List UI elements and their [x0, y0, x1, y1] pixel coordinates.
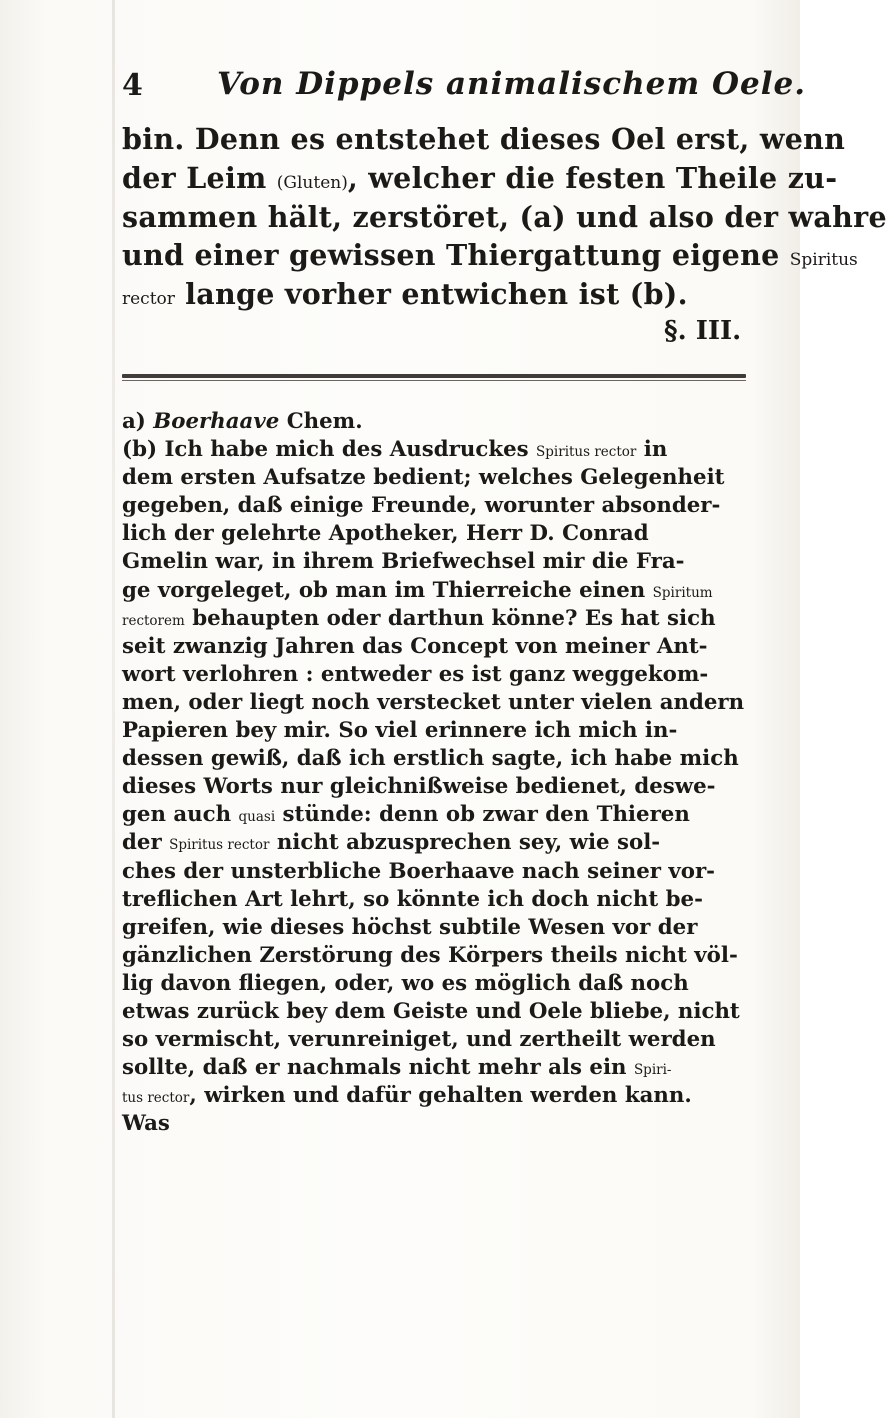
text-run: (b) Ich habe mich des Ausdruckes: [122, 437, 537, 463]
latin-term: rectorem: [122, 612, 185, 629]
footnote-line: [122, 436, 752, 464]
text-run: gen auch: [122, 802, 239, 828]
rule-thin-line: [122, 380, 746, 381]
running-head: [122, 64, 807, 108]
body-line: [122, 275, 752, 314]
latin-term: Spiritus rector: [536, 444, 637, 461]
text-run: lich der gelehrte Apotheker, Herr D. Conrad: [122, 521, 649, 547]
text-run: , wirken und dafür gehalten werden kann.: [189, 1083, 692, 1109]
text-run: lange vorher entwichen ist (b).: [174, 277, 688, 312]
text-run: gegeben, daß einige Freunde, worunter absonder-: [122, 493, 721, 519]
footnote-line: [122, 970, 752, 998]
footnote-line: [122, 548, 752, 576]
text-run: wort verlohren : entweder es ist ganz weggekom-: [122, 661, 709, 687]
text-run: ches der unsterbliche Boerhaave nach seiner vor-: [122, 858, 716, 884]
footnote-line: [122, 408, 752, 436]
main-paragraph: [122, 120, 887, 314]
footnote-line: [122, 998, 752, 1026]
latin-term: Spiritus rector: [169, 837, 270, 854]
body-line: [122, 236, 858, 275]
text-run: gänzlichen Zerstörung des Körpers theils nicht völ-: [122, 942, 738, 968]
footnote-line: [122, 492, 752, 520]
footnote-line: [122, 1082, 752, 1110]
text-run: Papieren bey mir. So viel erinnere ich mich in-: [122, 718, 678, 744]
body-line: [122, 198, 887, 237]
latin-term: (Gluten): [276, 172, 348, 193]
text-run: stünde: denn ob zwar den Thieren: [275, 802, 690, 828]
footnote-line: [122, 577, 752, 605]
text-run: etwas zurück bey dem Geiste und Oele bliebe, nicht: [122, 998, 740, 1024]
text-run: greifen, wie dieses höchst subtile Wesen vor der: [122, 914, 698, 940]
footnote-line: [122, 1110, 752, 1138]
text-run: Gmelin war, in ihrem Briefwechsel mir die Fra-: [122, 549, 685, 575]
text-run: ge vorgeleget, ob man im Thierreiche einen: [122, 577, 653, 603]
footnote-line: [122, 914, 752, 942]
footnote-line: [122, 717, 752, 745]
text-run: dem ersten Aufsatze bedient; welches Gelegenheit: [122, 465, 725, 491]
text-run: a): [122, 409, 154, 434]
text-run: sollte, daß er nachmals nicht mehr als ein: [122, 1055, 634, 1081]
text-run: sammen hält, zerstöret, (a) und also der wahre: [122, 199, 887, 234]
footnote-line: [122, 1026, 752, 1054]
footnote-line: [122, 773, 752, 801]
text-run: , welcher die festen Theile zu-: [347, 160, 838, 195]
latin-term: Spiritum: [652, 584, 713, 601]
rule-thick-line: [122, 374, 746, 378]
running-title: Von Dippels animalischem Oele.: [217, 66, 807, 102]
text-run: in: [636, 437, 668, 463]
italic-term: Boerhaave: [153, 409, 280, 434]
text-run: so vermischt, verunreiniget, und zertheilt werden: [122, 1027, 716, 1053]
footnote-line: [122, 745, 752, 773]
text-run: bin. Denn es entstehet dieses Oel erst, wenn: [122, 122, 846, 156]
text-run: Chem.: [279, 409, 363, 434]
text-run: dessen gewiß, daß ich erstlich sagte, ich habe mich: [122, 746, 739, 772]
text-run: behaupten oder darthun könne? Es hat sich: [184, 605, 716, 631]
text-run: lig davon fliegen, oder, wo es möglich daß noch: [122, 970, 689, 996]
section-heading: §. III.: [664, 316, 742, 346]
footnote-separator-rule: [122, 374, 746, 382]
latin-term: Spiri-: [633, 1062, 672, 1079]
text-run: nicht abzusprechen sey, wie sol-: [269, 830, 661, 856]
footnote-line: [122, 858, 752, 886]
footnote-line: [122, 942, 752, 970]
text-run: dieses Worts nur gleichnißweise bedienet, deswe-: [122, 774, 716, 800]
text-run: Was: [122, 1111, 170, 1137]
page-number: 4: [122, 68, 143, 103]
footnote-line: [122, 689, 752, 717]
body-line: [122, 120, 846, 159]
text-run: treflichen Art lehrt, so könnte ich doch nicht be-: [122, 886, 703, 912]
text-run: der Leim: [122, 160, 277, 195]
text-run: der: [122, 830, 170, 856]
footnote-line: [122, 886, 752, 914]
text-run: und einer gewissen Thiergattung eigene: [122, 238, 790, 273]
footnote-line: [122, 829, 752, 857]
footnote-line: [122, 1054, 752, 1082]
latin-term: quasi: [238, 809, 276, 826]
latin-term: rector: [122, 289, 175, 310]
footnote-line: [122, 520, 752, 548]
footnote-line: [122, 661, 752, 689]
footnote-line: [122, 801, 752, 829]
footnote-line: [122, 605, 752, 633]
footnotes-block: [122, 408, 752, 1138]
text-run: men, oder liegt noch verstecket unter vielen andern: [122, 689, 745, 715]
latin-term: tus rector: [122, 1090, 190, 1107]
footnote-line: [122, 633, 752, 661]
page-gutter-shadow: [112, 0, 115, 1418]
latin-term: Spiritus: [789, 250, 858, 271]
footnote-line: [122, 464, 752, 492]
text-run: seit zwanzig Jahren das Concept von meiner Ant-: [122, 633, 708, 659]
body-line: [122, 159, 838, 198]
